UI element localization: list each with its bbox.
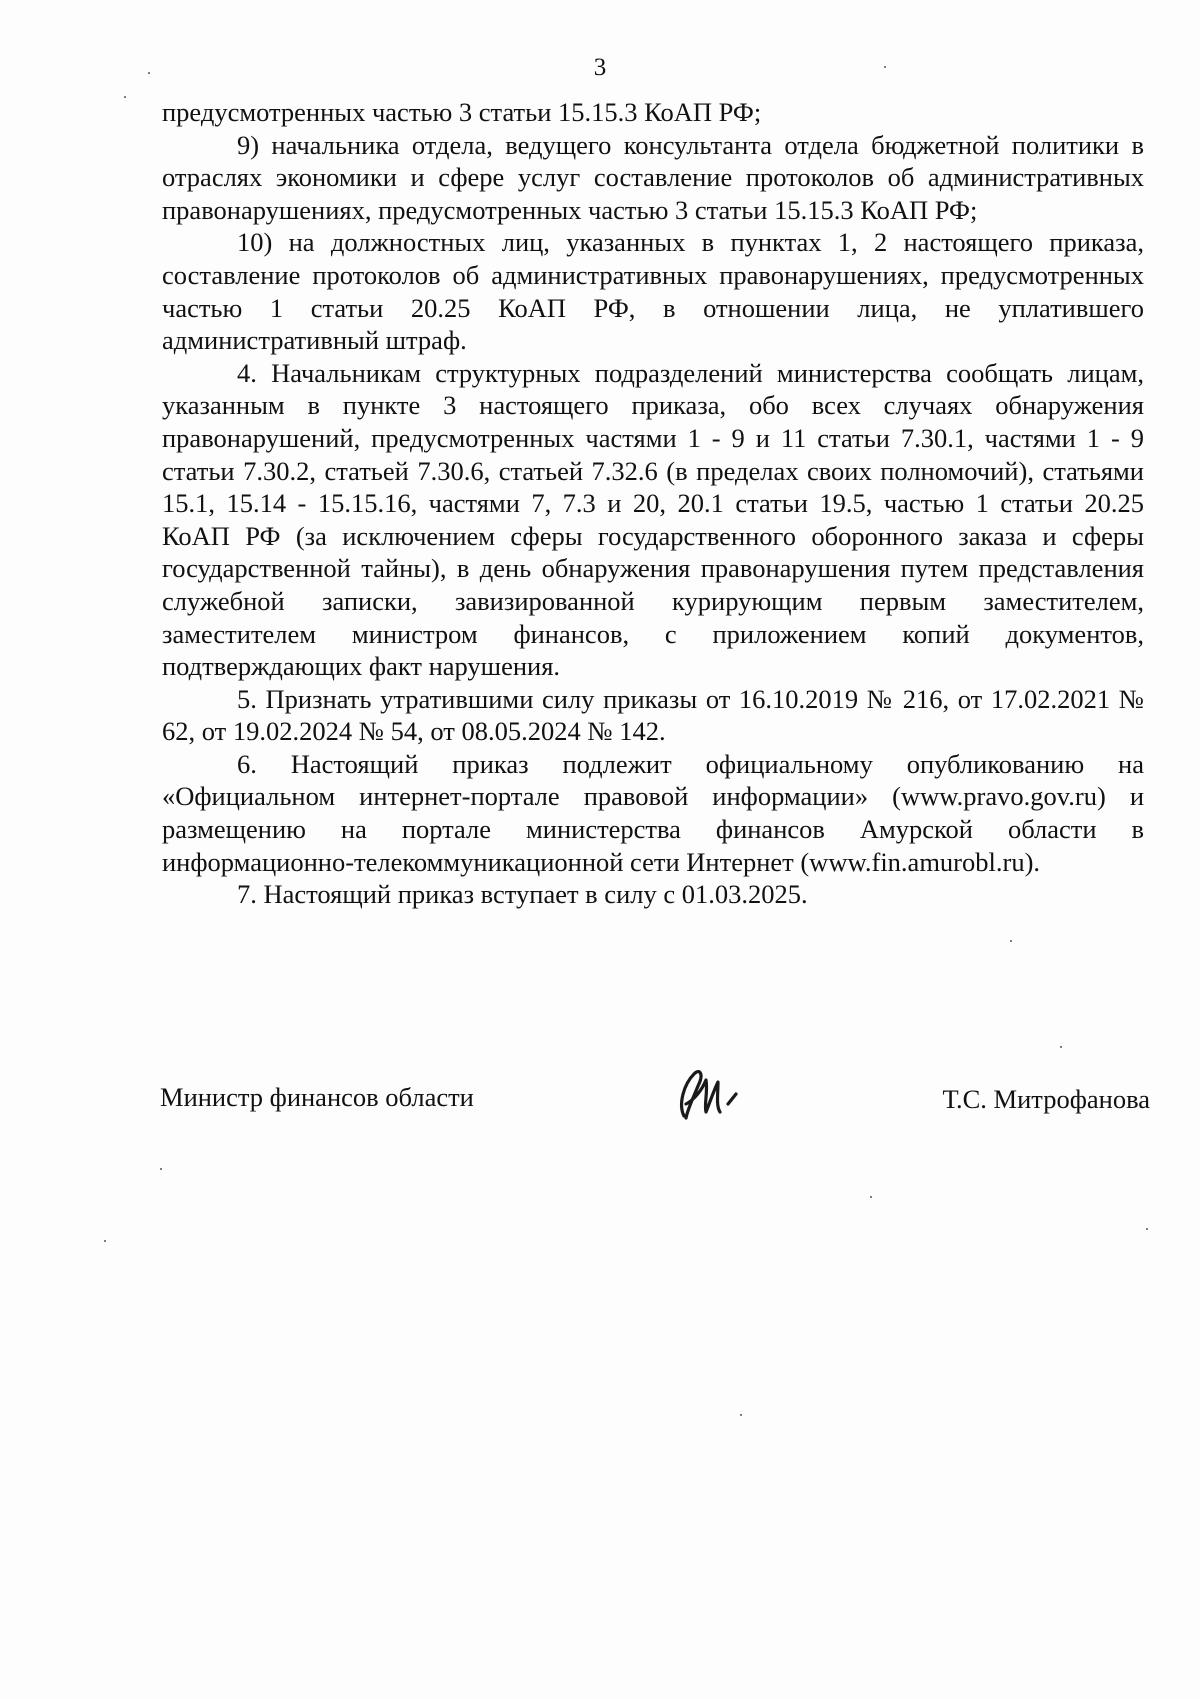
scan-speck: [1010, 940, 1012, 942]
scan-speck: [884, 66, 886, 68]
paragraph-continuation: предусмотренных частью 3 статьи 15.15.3 КоАП РФ;: [162, 97, 762, 127]
handwritten-signature-icon: [670, 1064, 760, 1126]
signer-title: Министр финансов области: [160, 1082, 474, 1112]
signer-name: Т.С. Митрофанова: [942, 1084, 1150, 1114]
scan-speck: [148, 72, 150, 74]
scan-speck: [1060, 1046, 1062, 1048]
paragraph-section-7: 7. Настоящий приказ вступает в силу с 01.03.2025.: [237, 879, 808, 910]
paragraph-section-6: 6. Настоящий приказ подлежит официальному опубликованию на «Официальном интернет-портале правовой информации» (www.pravo.gov.ru) и размещению на портале министерства финансов Амурской области в информационно-телекоммуникационной сети Интернет (www.fin.amurobl.ru).: [162, 748, 1144, 877]
scan-speck: [870, 1196, 872, 1198]
scan-speck: [124, 96, 126, 98]
signature-block: [160, 1076, 1150, 1136]
paragraph-section-5: 5. Признать утратившими силу приказы от 16.10.2019 № 216, от 17.02.2021 № 62, от 19.02.2024 № 54, от 08.05.2024 № 142.: [162, 683, 1144, 747]
scan-speck: [160, 1168, 162, 1170]
paragraph-item-10: 10) на должностных лиц, указанных в пунктах 1, 2 настоящего приказа, составление протоколов об административных правонарушениях, предусмотренных частью 1 статьи 20.25 КоАП РФ, в отношении лица, не уплатившего административный штраф.: [162, 227, 1144, 356]
paragraph-section-4: 4. Начальникам структурных подразделений министерства сообщать лицам, указанным в пункте 3 настоящего приказа, обо всех случаях обнаружения правонарушений, предусмотренных частями 1 - 9 и 11 статьи 7.30.1, частями 1 - 9 статьи 7.30.2, статьей 7.30.6, статьей 7.32.6 (в пределах своих полномочий), статьями 15.1, 15.14 - 15.15.16, частями 7, 7.3 и 20, 20.1 статьи 19.5, частью 1 статьи 20.25 КоАП РФ (за исключением сферы государственного оборонного заказа и сферы государственной тайны), в день обнаружения правонарушения путем представления служебной записки, завизированной курирующим первым заместителем, заместителем министром финансов, с приложением копий документов, подтверждающих факт нарушения.: [162, 357, 1144, 682]
document-body: [162, 96, 1144, 911]
paragraph-item-9: 9) начальника отдела, ведущего консультанта отдела бюджетной политики в отраслях экономики и сфере услуг составление протоколов об административных правонарушениях, предусмотренных частью 3 статьи 15.15.3 КоАП РФ;: [162, 129, 1144, 225]
scan-speck: [104, 1240, 106, 1242]
scan-speck: [740, 1414, 742, 1416]
scan-speck: [1146, 1228, 1148, 1230]
page-number: 3: [593, 54, 607, 81]
